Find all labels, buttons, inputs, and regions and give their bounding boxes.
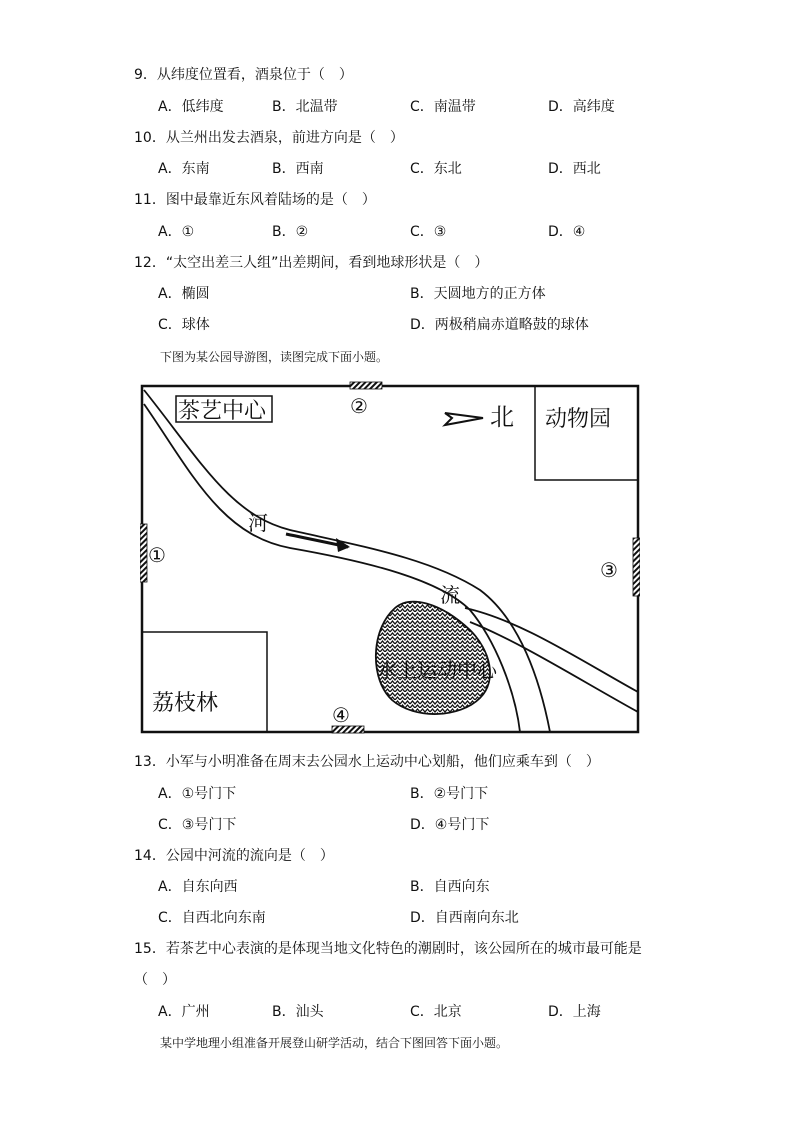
question-11-option-b[interactable]: B．② xyxy=(272,224,309,240)
question-15-stem: 15．若茶艺中心表演的是体现当地文化特色的潮剧时，该公园所在的城市最可能是 xyxy=(134,941,642,957)
question-9-stem: 9．从纬度位置看，酒泉位于（ ） xyxy=(134,67,353,83)
question-14-option-c[interactable]: C．自西北向东南 xyxy=(158,910,266,926)
gate-2-marker xyxy=(350,382,382,389)
question-14-option-d[interactable]: D．自西南向东北 xyxy=(410,910,519,926)
question-12-option-d[interactable]: D．两极稍扁赤道略鼓的球体 xyxy=(410,317,589,333)
question-11-option-d[interactable]: D．④ xyxy=(548,224,586,240)
question-15-option-a[interactable]: A．广州 xyxy=(158,1004,210,1020)
gate-3-marker xyxy=(633,538,640,596)
question-14-option-b[interactable]: B．自西向东 xyxy=(410,879,490,895)
north-arrow-icon xyxy=(445,413,483,425)
question-13-option-b[interactable]: B．②号门下 xyxy=(410,786,489,802)
next-section-intro-text: 某中学地理小组准备开展登山研学活动，结合下图回答下面小题。 xyxy=(160,1036,509,1050)
map-intro-text: 下图为某公园导游图，读图完成下面小题。 xyxy=(160,350,389,364)
river-label-2: 流 xyxy=(440,583,460,607)
question-10-stem: 10．从兰州出发去酒泉，前进方向是（ ） xyxy=(134,130,404,146)
gate-4-label: ④ xyxy=(332,703,350,727)
gate-3-label: ③ xyxy=(600,558,618,582)
question-10-option-d[interactable]: D．西北 xyxy=(548,161,601,177)
park-guide-map xyxy=(140,380,640,736)
river-flow-arrowhead xyxy=(336,538,350,552)
question-9-option-a[interactable]: A．低纬度 xyxy=(158,99,224,115)
lychee-area xyxy=(142,632,267,732)
zoo-label: 动物园 xyxy=(545,407,612,432)
question-15-option-b[interactable]: B．汕头 xyxy=(272,1004,324,1020)
question-14-option-a[interactable]: A．自东向西 xyxy=(158,879,238,895)
question-13-option-c[interactable]: C．③号门下 xyxy=(158,817,237,833)
question-10-option-c[interactable]: C．东北 xyxy=(410,161,462,177)
question-12-option-c[interactable]: C．球体 xyxy=(158,317,210,333)
zoo-area xyxy=(535,386,638,480)
question-11-option-a[interactable]: A．① xyxy=(158,224,195,240)
gate-2-label: ② xyxy=(350,394,368,418)
gate-1-label: ① xyxy=(148,543,166,567)
question-11-stem: 11．图中最靠近东风着陆场的是（ ） xyxy=(134,192,376,208)
question-9-option-c[interactable]: C．南温带 xyxy=(410,99,476,115)
question-13-option-d[interactable]: D．④号门下 xyxy=(410,817,490,833)
question-13-option-a[interactable]: A．①号门下 xyxy=(158,786,237,802)
question-14-stem: 14．公园中河流的流向是（ ） xyxy=(134,848,334,864)
tea-center-label: 茶艺中心 xyxy=(178,399,267,424)
question-15-option-c[interactable]: C．北京 xyxy=(410,1004,462,1020)
question-12-option-b[interactable]: B．天圆地方的正方体 xyxy=(410,286,546,302)
question-12-option-a[interactable]: A．椭圆 xyxy=(158,286,210,302)
question-9-option-b[interactable]: B．北温带 xyxy=(272,99,338,115)
lychee-label: 荔枝林 xyxy=(152,691,219,716)
gate-4-marker xyxy=(332,726,364,733)
question-12-stem: 12．“太空出差三人组”出差期间，看到地球形状是（ ） xyxy=(134,255,489,271)
question-9-option-d[interactable]: D．高纬度 xyxy=(548,99,615,115)
question-15-stem-cont: （ ） xyxy=(134,972,176,988)
water-sports-center-label: 水上运动中心 xyxy=(377,658,497,682)
river-label-1: 河 xyxy=(248,511,268,535)
question-11-option-c[interactable]: C．③ xyxy=(410,224,447,240)
question-10-option-a[interactable]: A．东南 xyxy=(158,161,210,177)
question-10-option-b[interactable]: B．西南 xyxy=(272,161,324,177)
question-13-stem: 13．小军与小明准备在周末去公园水上运动中心划船，他们应乘车到（ ） xyxy=(134,754,600,770)
gate-1-marker xyxy=(140,524,147,582)
question-15-option-d[interactable]: D．上海 xyxy=(548,1004,601,1020)
north-label: 北 xyxy=(490,403,514,431)
